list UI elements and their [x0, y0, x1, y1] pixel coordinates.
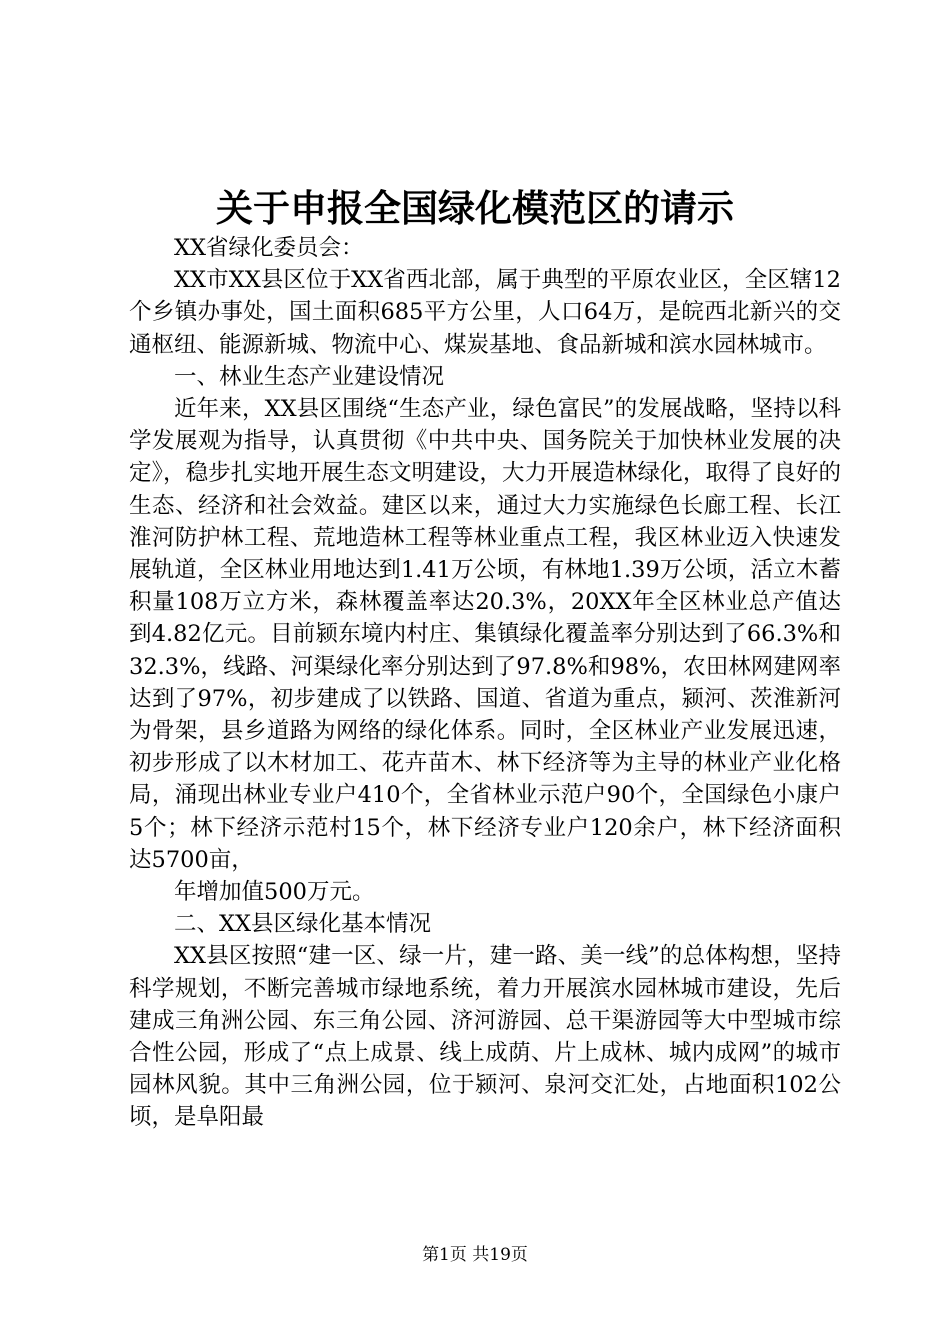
document-body	[129, 232, 841, 1134]
section-heading-1: 一、林业生态产业建设情况	[174, 363, 445, 390]
paragraph-intro: XX市XX县区位于XX省西北部，属于典型的平原农业区，全区辖12个乡镇办事处，国土面积685平方公里，人口64万，是皖西北新兴的交通枢纽、能源新城、物流中心、煤炭基地、食品新城和滨水园林城市。	[129, 267, 841, 358]
paragraph-greening: XX县区按照“建一区、绿一片，建一路、美一线”的总体构想，坚持科学规划，不断完善城市绿地系统，着力开展滨水园林城市建设，先后建成三角洲公园、东三角公园、济河游园、总干渠游园等大中型城市综合性公园，形成了“点上成景、线上成荫、片上成林、城内成网”的城市园林风貌。其中三角洲公园，位于颍河、泉河交汇处，占地面积102公顷，是阜阳最	[129, 943, 841, 1131]
section-heading-2: 二、XX县区绿化基本情况	[174, 911, 432, 938]
salutation: XX省绿化委员会：	[174, 235, 364, 261]
paragraph-forestry: 近年来，XX县区围绕“生态产业，绿色富民”的发展战略，坚持以科学发展观为指导，认真贯彻《中共中央、国务院关于加快林业发展的决定》，稳步扎实地开展生态文明建设，大力开展造林绿化，取得了良好的生态、经济和社会效益。建区以来，通过大力实施绿色长廊工程、长江淮河防护林工程、荒地造林工程等林业重点工程，我区林业迈入快速发展轨道，全区林业用地达到1.41万公顷，有林地1.39万公顷，活立木蓄积量108万立方米，森林覆盖率达20.3%，20XX年全区林业总产值达到4.82亿元。目前颍东境内村庄、集镇绿化覆盖率分别达到了66.3%和32.3%，线路、河渠绿化率分别达到了97.8%和98%，农田林网建网率达到了97%，初步建成了以铁路、国道、省道为重点，颍河、茨淮新河为骨架，县乡道路为网络的绿化体系。同时，全区林业产业发展迅速，初步形成了以木材加工、花卉苗木、林下经济等为主导的林业产业化格局，涌现出林业专业户410个，全省林业示范户90个，全国绿色小康户5个；林下经济示范村15个，林下经济专业户120余户，林下经济面积达5700亩，	[129, 396, 841, 873]
document-title: 关于申报全国绿化模范区的请示	[216, 186, 734, 230]
page-footer: 第1页 共19页	[422, 1245, 528, 1265]
paragraph-added-value: 年增加值500万元。	[174, 879, 375, 906]
